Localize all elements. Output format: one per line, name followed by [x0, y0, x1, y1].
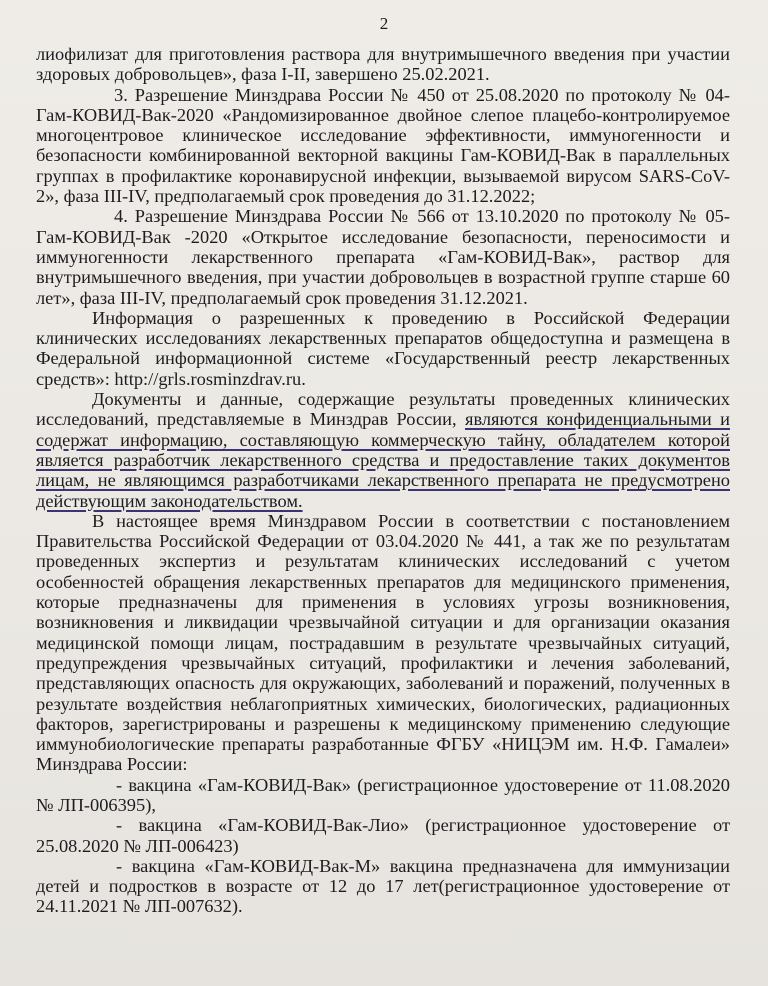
paragraph-lyophilizate: лиофилизат для приготовления раствора для внутримышечного введения при участии здоровых добровольцев», фаза I-II, завершено 25.02.2021. [36, 44, 730, 85]
paragraph-permit-450: 3. Разрешение Минздрава России № 450 от 25.08.2020 по протоколу № 04-Гам-КОВИД-Вак-2020 «Рандомизированное двойное слепое плацебо-контролируемое многоцентровое клиническое исследование эффективности, иммуногенности и безопасности комбинированной векторной вакцины Гам-КОВИД-Вак в параллельных группах в профилактике коронавирусной инфекции, вызываемой вирусом SARS-CoV-2», фаза III-IV, предполагаемый срок проведения до 31.12.2022; [36, 84, 730, 207]
vaccine-item-2: - вакцина «Гам-КОВИД-Вак-Лио» (регистрационное удостоверение от 25.08.2020 № ЛП-006423) [36, 815, 730, 856]
underlined-passage: являются конфиденциальными и содержат информацию, составляющую коммерческую тайну, обладателем которой является разработчик лекарственного средства и предоставление таких документов лицам, не являющимся разработчиками лекарственного препарата не предусмотрено действующим законодательством. [36, 409, 730, 511]
paragraph-permit-566: 4. Разрешение Минздрава России № 566 от 13.10.2020 по протоколу № 05- Гам-КОВИД-Вак -2020 «Открытое исследование безопасности, переносимости и иммуногенности лекарственного препарата «Гам-КОВИД-Вак», раствор для внутримышечного введения, при участии добровольцев в возрастной группе старше 60 лет», фаза III-IV, предполагаемый срок проведения 31.12.2021. [36, 206, 730, 308]
vaccine-item-3: - вакцина «Гам-КОВИД-Вак-М» вакцина предназначена для иммунизации детей и подростков в возрасте от 12 до 17 лет(регистрационное удостоверение от 24.11.2021 № ЛП-007632). [36, 855, 730, 917]
confidentiality-lead: Документы и данные, содержащие результаты проведенных клинических исследований, представляемые в Минздрав России, [36, 389, 730, 430]
vaccine-item-1: - вакцина «Гам-КОВИД-Вак» (регистрационное удостоверение от 11.08.2020 № ЛП-006395), [36, 774, 730, 815]
paragraph-confidentiality [36, 389, 730, 511]
paragraph-registration: В настоящее время Минздравом России в соответствии с постановлением Правительства Российской Федерации от 03.04.2020 № 441, а так же по результатам проведенных экспертиз и результатам клинических исследований с учетом особенностей обращения лекарственных препаратов для медицинского применения, которые предназначены для применения в условиях угрозы возникновения, возникновения и ликвидации чрезвычайной ситуации и для организации оказания медицинской помощи лицам, пострадавшим в результате чрезвычайных ситуаций, предупреждения чрезвычайных ситуаций, профилактики и лечения заболеваний, представляющих опасность для окружающих, заболеваний и поражений, полученных в результате воздействия неблагоприятных химических, биологических, радиационных факторов, зарегистрированы и разрешены к медицинскому применению следующие иммунобиологические препараты разработанные ФГБУ «НИЦЭМ им. Н.Ф. Гамалеи» Минздрава России: [36, 510, 730, 775]
document-body [36, 44, 730, 917]
paragraph-registry-info: Информация о разрешенных к проведению в Российской Федерации клинических исследованиях лекарственных препаратов общедоступна и размещена в Федеральной информационной системе «Государственный реестр лекарственных средств»: http://grls.rosminzdrav.ru. [36, 307, 730, 389]
page-number: 2 [379, 14, 389, 33]
